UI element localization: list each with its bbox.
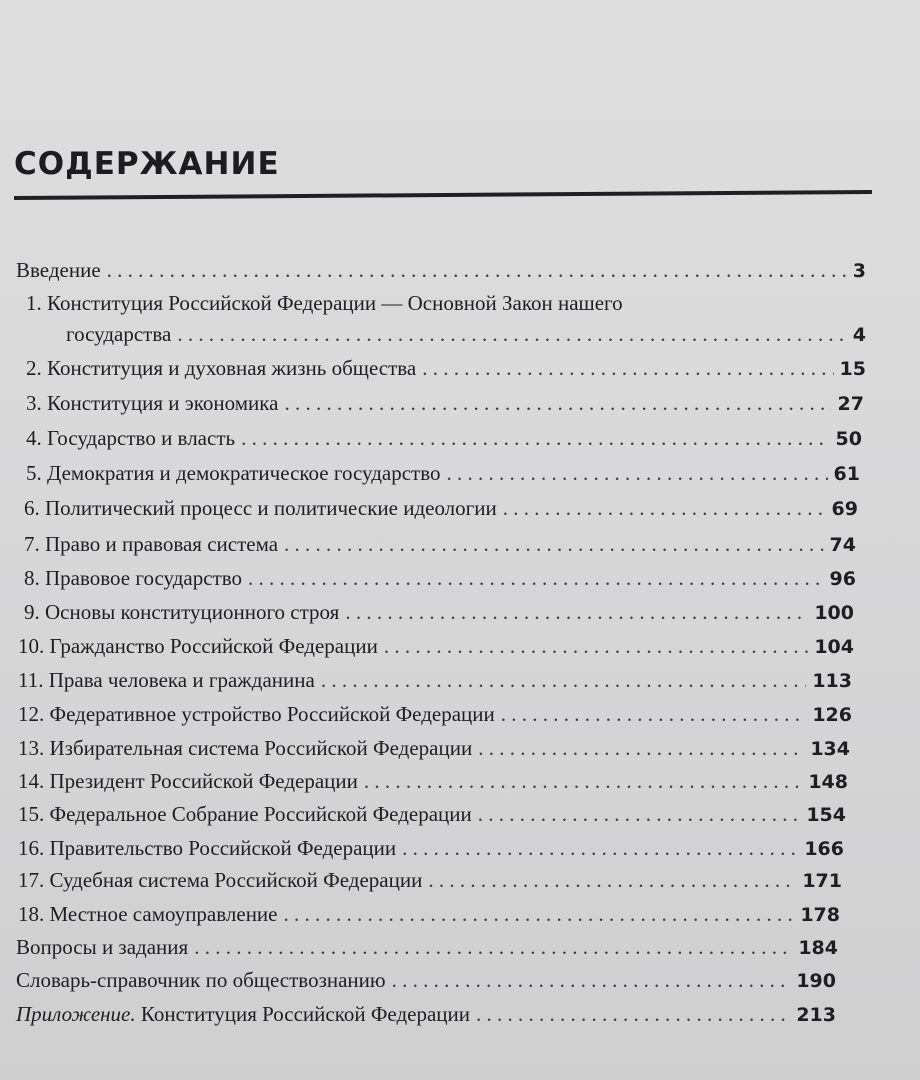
entry-label: 15. Федеральное Собрание Российской Федерации	[18, 802, 472, 826]
entry-label: 11. Права человека и гражданина	[18, 668, 315, 692]
entry-label: 2. Конституция и духовная жизнь общества	[26, 356, 417, 380]
entry-label: 5. Демократия и демократическое государство	[26, 461, 441, 485]
entry-label: 9. Основы конституционного строя	[24, 600, 340, 624]
entry-label: 13. Избирательная система Российской Федерации	[18, 736, 473, 760]
toc-entry-17[interactable]	[18, 868, 842, 893]
toc-entry-15[interactable]	[18, 802, 846, 827]
toc-entry-18[interactable]	[18, 902, 840, 927]
entry-label: 17. Судебная система Российской Федерации	[18, 868, 423, 892]
dot-leader	[364, 769, 802, 793]
entry-label: 7. Право и правовая система	[24, 532, 279, 556]
dot-leader	[428, 868, 796, 892]
dot-leader	[248, 566, 824, 590]
entry-page-number: 100	[814, 602, 854, 624]
entry-page-number: 74	[829, 534, 856, 556]
dot-leader	[501, 702, 807, 726]
entry-label: 18. Местное самоуправление	[18, 902, 278, 926]
entry-page-number: 213	[796, 1004, 836, 1026]
entry-page-number: 190	[796, 970, 836, 992]
entry-page-number: 148	[808, 771, 848, 793]
entry-label: 16. Правительство Российской Федерации	[18, 836, 397, 860]
toc-entry-8[interactable]	[24, 566, 856, 591]
entry-label: Словарь-справочник по обществознанию	[16, 968, 386, 992]
dot-leader	[503, 496, 826, 520]
dot-leader	[392, 968, 791, 992]
dot-leader	[345, 600, 808, 624]
entry-page-number: 134	[810, 738, 850, 760]
toc-entry-14[interactable]	[18, 769, 848, 794]
toc-entry-3[interactable]	[26, 391, 864, 416]
appendix-prefix: Приложение.	[16, 1002, 136, 1026]
toc-entry-13[interactable]	[18, 736, 850, 761]
dot-leader	[321, 668, 807, 692]
dot-leader	[478, 736, 804, 760]
entry-label	[16, 1002, 470, 1026]
entry-page-number: 171	[802, 870, 842, 892]
entry-page-number: 178	[800, 904, 840, 926]
toc-entry-9[interactable]	[24, 600, 854, 625]
toc-entry-12[interactable]	[18, 702, 852, 727]
entry-label: 6. Политический процесс и политические идеологии	[24, 496, 497, 520]
toc-entry-5[interactable]	[26, 461, 860, 486]
dot-leader	[284, 902, 795, 926]
toc-entry-10[interactable]	[18, 634, 854, 659]
entry-page-number: 154	[806, 804, 846, 826]
entry-page-number: 3	[852, 260, 866, 282]
dot-leader	[177, 322, 846, 346]
dot-leader	[194, 935, 792, 959]
entry-page-number: 104	[814, 636, 854, 658]
toc-entry-11[interactable]	[18, 668, 852, 693]
entry-label: 4. Государство и власть	[26, 426, 236, 450]
dot-leader	[422, 356, 833, 380]
entry-page-number: 69	[831, 498, 858, 520]
entry-page-number: 4	[852, 324, 866, 346]
toc-entry-1[interactable]	[66, 322, 866, 347]
toc-entry-questions[interactable]	[16, 935, 838, 960]
entry-label: 14. Президент Российской Федерации	[18, 769, 358, 793]
dot-leader	[478, 802, 801, 826]
toc-entry-6[interactable]	[24, 496, 858, 521]
toc-entry-introduction[interactable]	[16, 258, 866, 283]
toc-entry-2[interactable]	[26, 356, 866, 381]
appendix-title: Конституция Российской Федерации	[140, 1002, 471, 1026]
entry-page-number: 96	[829, 568, 856, 590]
entry-label: 8. Правовое государство	[24, 566, 242, 590]
entry-label-continuation: государства	[66, 322, 172, 346]
toc-entry-appendix[interactable]	[16, 1002, 836, 1027]
dot-leader	[284, 532, 824, 556]
dot-leader	[384, 634, 808, 658]
entry-page-number: 61	[833, 463, 860, 485]
entry-page-number: 184	[798, 937, 838, 959]
dot-leader	[107, 258, 847, 282]
entry-label: Вопросы и задания	[16, 935, 189, 959]
toc-entry-4[interactable]	[26, 426, 862, 451]
toc-entry-16[interactable]	[18, 836, 844, 861]
entry-label: 10. Гражданство Российской Федерации	[18, 634, 378, 658]
entry-label: 12. Федеративное устройство Российской Федерации	[18, 702, 495, 726]
entry-page-number: 50	[835, 428, 862, 450]
dot-leader	[284, 391, 831, 415]
entry-label: Введение	[16, 258, 101, 282]
dot-leader	[241, 426, 829, 450]
entry-page-number: 15	[839, 358, 866, 380]
page-title: СОДЕРЖАНИЕ	[14, 146, 280, 182]
entry-page-number: 113	[812, 670, 852, 692]
entry-page-number: 126	[812, 704, 852, 726]
entry-page-number: 27	[837, 393, 864, 415]
dot-leader	[402, 836, 798, 860]
toc-entry-1-line1[interactable]	[26, 291, 623, 315]
dot-leader	[446, 461, 827, 485]
entry-label: 1. Конституция Российской Федерации — Основной Закон нашего	[26, 291, 623, 315]
toc-entry-7[interactable]	[24, 532, 856, 557]
dot-leader	[476, 1002, 790, 1026]
entry-page-number: 166	[804, 838, 844, 860]
toc-entry-glossary[interactable]	[16, 968, 836, 993]
entry-label: 3. Конституция и экономика	[26, 391, 279, 415]
